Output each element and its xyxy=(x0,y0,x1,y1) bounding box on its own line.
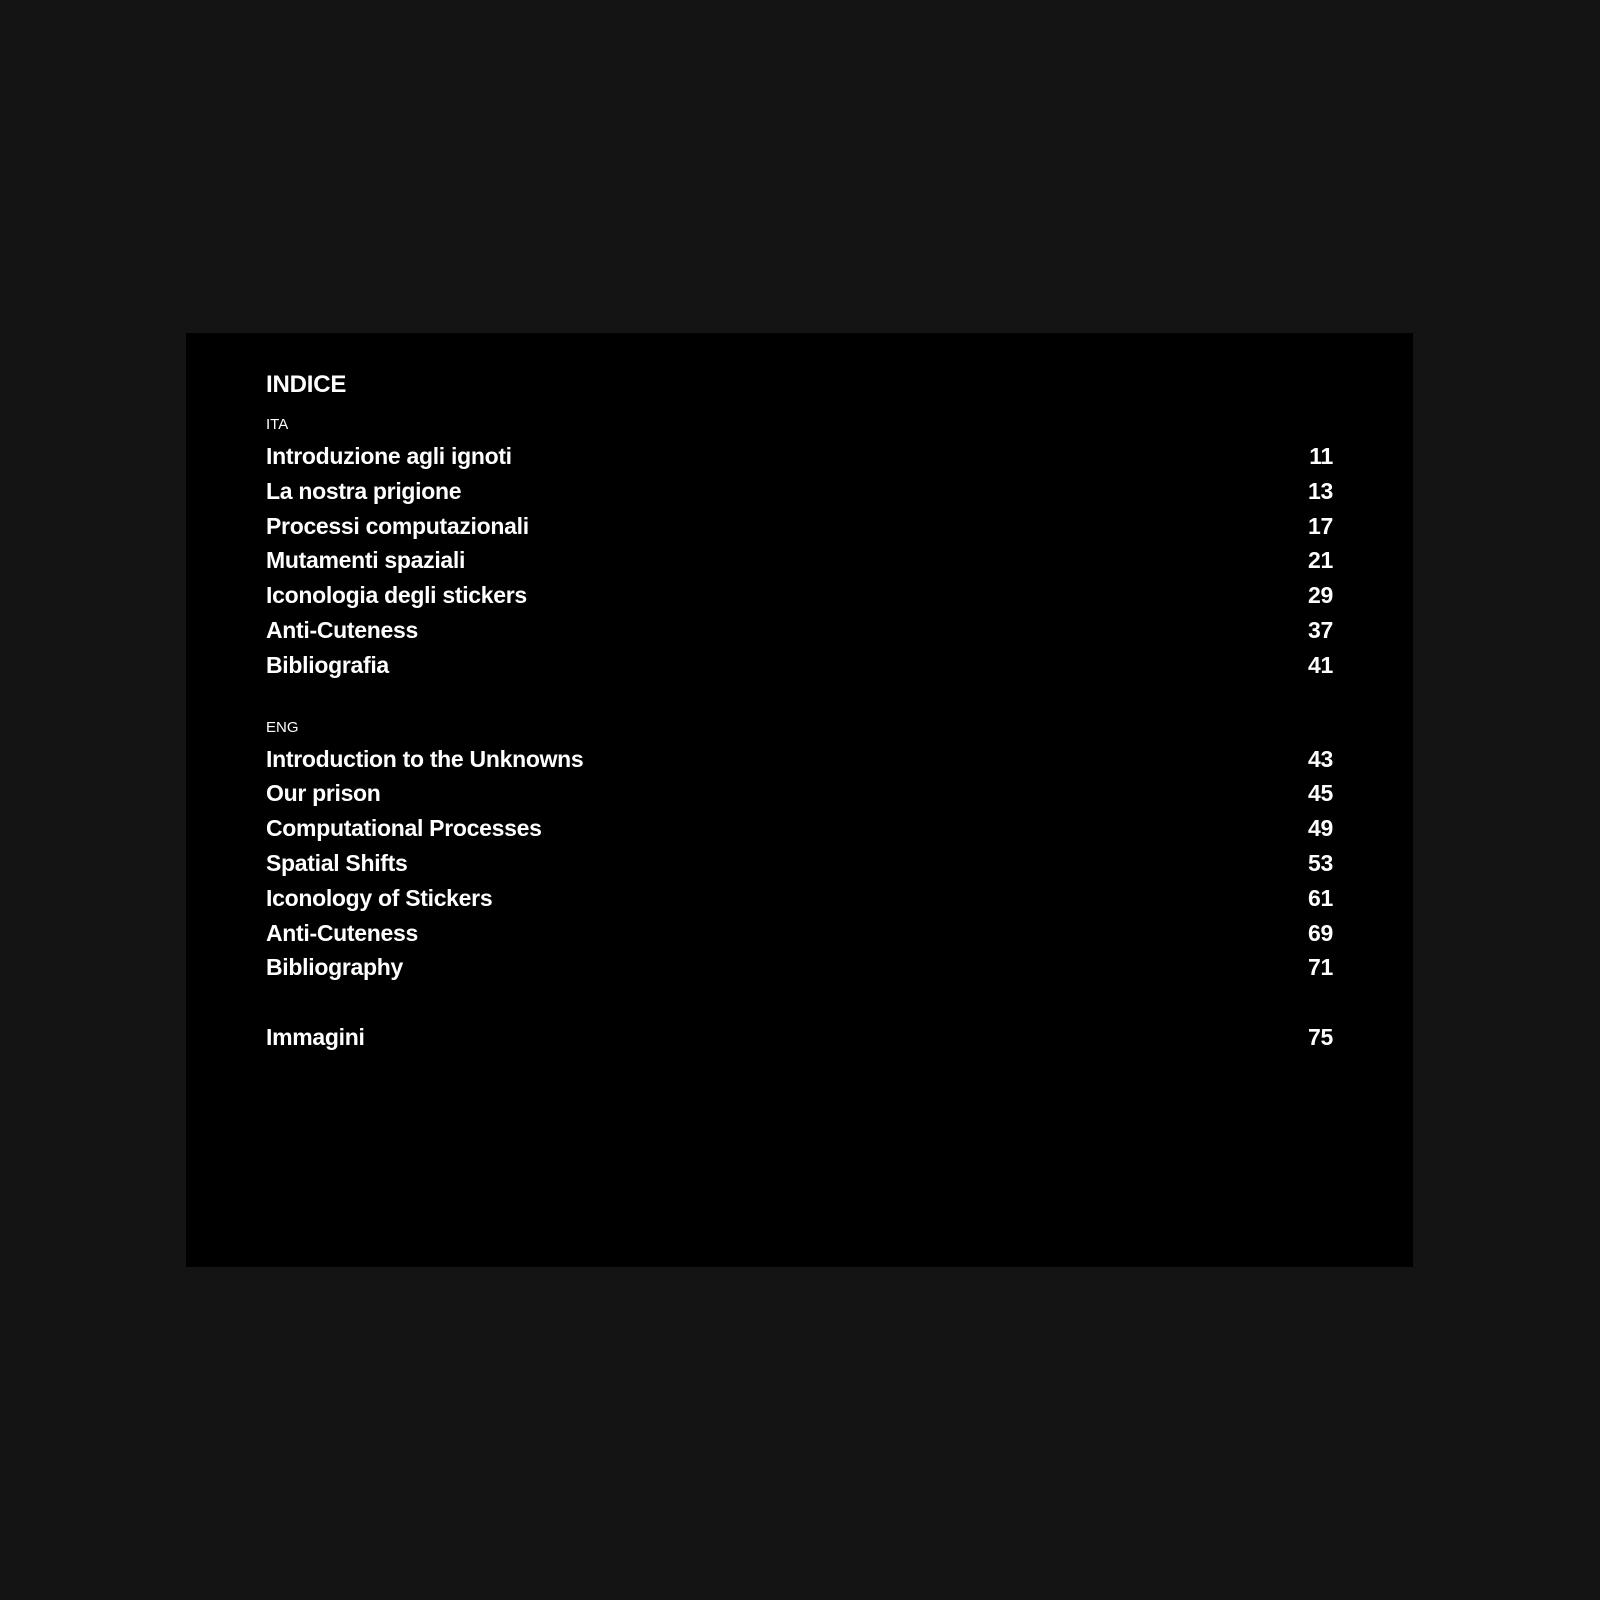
entry-title: Immagini xyxy=(266,1024,365,1051)
toc-title: INDICE xyxy=(266,371,347,398)
toc-entry-images[interactable] xyxy=(266,1020,1333,1055)
toc-entry[interactable] xyxy=(266,474,1333,509)
entry-title: Anti-Cuteness xyxy=(266,616,419,643)
entry-title: Our prison xyxy=(266,780,381,807)
toc-entry[interactable] xyxy=(266,811,1333,846)
toc-entry[interactable] xyxy=(266,509,1333,544)
toc-entry[interactable] xyxy=(266,648,1333,683)
toc-entry[interactable] xyxy=(266,776,1333,811)
entry-title: Iconology of Stickers xyxy=(266,884,493,911)
entry-title: Spatial Shifts xyxy=(266,849,408,876)
entry-title: Introduzione agli ignoti xyxy=(266,443,512,469)
entry-page-number: 61 xyxy=(1308,884,1333,911)
entry-page-number: 71 xyxy=(1308,954,1333,981)
entry-page-number: 69 xyxy=(1308,919,1333,946)
entry-title: Introduction to the Unknowns xyxy=(266,745,584,772)
entry-title: Bibliografia xyxy=(266,651,389,678)
entry-page-number: 13 xyxy=(1308,477,1333,504)
toc-entry[interactable] xyxy=(266,950,1333,985)
toc-list-ita xyxy=(266,439,1333,683)
entry-page-number: 41 xyxy=(1308,651,1333,678)
table-of-contents xyxy=(266,373,1333,1055)
entry-page-number: 53 xyxy=(1308,849,1333,876)
toc-entry[interactable] xyxy=(266,578,1333,613)
toc-entry[interactable] xyxy=(266,543,1333,578)
entry-title: Iconologia degli stickers xyxy=(266,582,527,609)
toc-section-images xyxy=(266,1020,1333,1055)
entry-page-number: 75 xyxy=(1308,1024,1333,1051)
entry-title: Computational Processes xyxy=(266,815,542,842)
entry-page-number: 43 xyxy=(1308,745,1333,772)
entry-page-number: 21 xyxy=(1308,547,1333,574)
entry-title: Processi computazionali xyxy=(266,512,529,539)
section-label-eng: ENG xyxy=(266,718,299,736)
toc-entry[interactable] xyxy=(266,742,1333,777)
toc-entry[interactable] xyxy=(266,916,1333,951)
toc-entry[interactable] xyxy=(266,881,1333,916)
entry-page-number: 45 xyxy=(1308,780,1333,807)
entry-title: La nostra prigione xyxy=(266,477,462,504)
toc-section-ita xyxy=(266,417,1333,683)
entry-page-number: 11 xyxy=(1309,443,1333,469)
toc-entry[interactable] xyxy=(266,613,1333,648)
entry-page-number: 37 xyxy=(1308,616,1333,643)
toc-entry[interactable] xyxy=(266,439,1333,474)
document-page xyxy=(186,333,1413,1267)
toc-section-eng xyxy=(266,720,1333,986)
entry-page-number: 49 xyxy=(1308,815,1333,842)
entry-title: Anti-Cuteness xyxy=(266,919,419,946)
entry-page-number: 29 xyxy=(1308,582,1333,609)
toc-list-eng xyxy=(266,742,1333,986)
toc-entry[interactable] xyxy=(266,846,1333,881)
entry-title: Mutamenti spaziali xyxy=(266,547,466,574)
entry-title: Bibliography xyxy=(266,954,403,981)
section-label-ita: ITA xyxy=(266,416,289,433)
entry-page-number: 17 xyxy=(1308,512,1333,539)
